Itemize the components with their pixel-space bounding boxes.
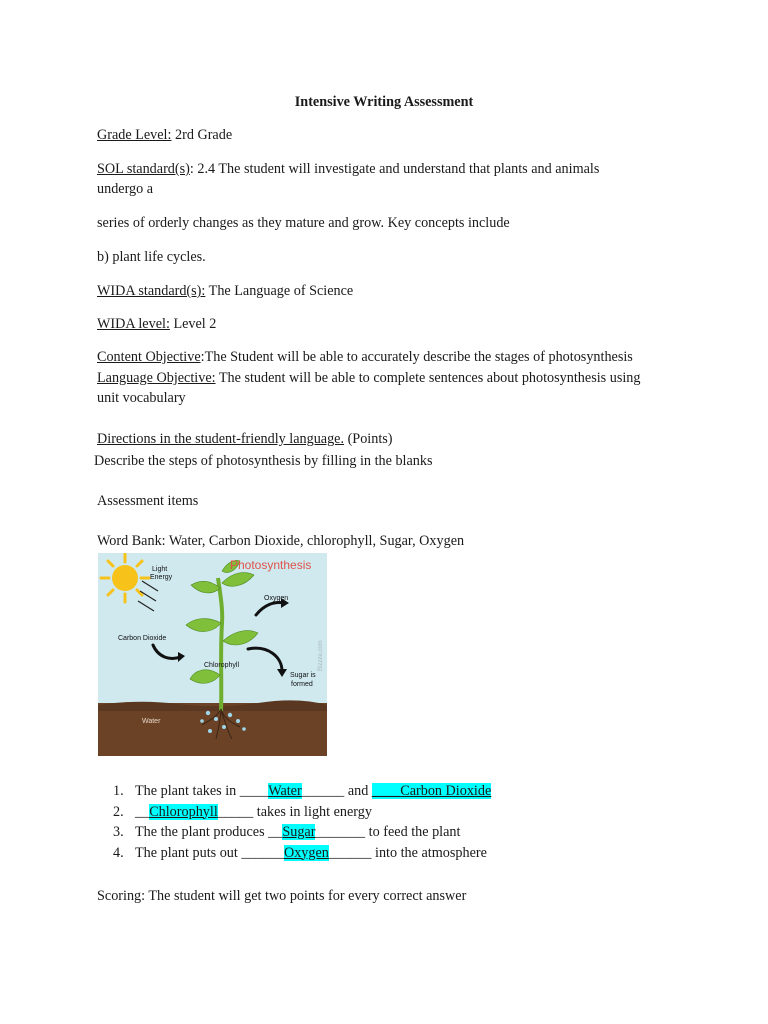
sol-standard-line4: b) plant life cycles. xyxy=(97,249,206,265)
item-text: The plant takes in ____ xyxy=(135,783,269,799)
answer-blank: ____ xyxy=(371,783,401,799)
assessment-heading: Assessment items xyxy=(97,493,199,509)
light-energy-label-2: Energy xyxy=(150,574,173,581)
assessment-item-1 xyxy=(97,782,491,803)
directions-points: (Points) xyxy=(344,431,393,447)
sol-standard-line3: series of orderly changes as they mature and grow. Key concepts include xyxy=(97,215,510,231)
language-objective-cont: unit vocabulary xyxy=(97,390,186,406)
item-text: ______ into the atmosphere xyxy=(328,844,487,861)
item-text: ______ and xyxy=(301,783,372,799)
sugar-label-2: formed xyxy=(291,681,313,688)
assessment-items xyxy=(97,782,491,864)
sol-standard-cont: undergo a xyxy=(97,181,154,197)
wida-standard-label: WIDA standard(s): xyxy=(97,283,206,299)
sun-icon xyxy=(101,554,149,602)
item-text: _____ takes in light energy xyxy=(217,803,372,820)
sol-standard-label: SOL standard(s) xyxy=(97,161,190,177)
wida-level xyxy=(97,315,216,333)
page-title: Intensive Writing Assessment xyxy=(294,94,474,110)
item-text: _______ to feed the plant xyxy=(315,824,461,840)
photosynthesis-diagram xyxy=(98,553,327,756)
item-text: The plant puts out ______ xyxy=(135,844,284,861)
watermark: Bizzze.com xyxy=(318,640,324,671)
light-energy-label-1: Light xyxy=(152,566,168,573)
item-number: 4. xyxy=(113,844,124,861)
content-objective xyxy=(97,348,633,366)
word-bank: Word Bank: Water, Carbon Dioxide, chlorophyll, Sugar, Oxygen xyxy=(97,533,465,549)
sol-standard-value: : 2.4 The student will investigate and understand that plants and animals xyxy=(189,161,600,177)
carbon-dioxide-label: Carbon Dioxide xyxy=(118,635,167,642)
oxygen-label: Oxygen xyxy=(264,595,289,602)
answer-carbon-dioxide-group xyxy=(372,783,491,799)
directions-text: Describe the steps of photosynthesis by filling in the blanks xyxy=(94,453,433,469)
answer-carbon-dioxide: Carbon Dioxide xyxy=(400,783,492,799)
wida-standard xyxy=(97,282,353,300)
answer-chlorophyll: Chlorophyll xyxy=(149,803,218,820)
answer-sugar: Sugar xyxy=(282,824,316,840)
item-number: 2. xyxy=(113,803,124,820)
language-objective-value: The student will be able to complete sentences about photosynthesis using xyxy=(215,370,641,386)
sugar-label-1: Sugar is xyxy=(290,672,316,679)
language-objective-label: Language Objective: xyxy=(97,370,216,386)
scoring: Scoring: The student will get two points for every correct answer xyxy=(97,888,467,904)
grade-level-value: 2rd Grade xyxy=(171,127,233,143)
content-objective-value: :The Student will be able to accurately describe the stages of photosynthesis xyxy=(200,349,633,365)
figure-title: Photosynthesis xyxy=(230,558,312,572)
chlorophyll-label: Chlorophyll xyxy=(204,662,240,669)
grade-level-label: Grade Level: xyxy=(97,127,172,143)
item-text: __ xyxy=(135,803,150,820)
assessment-item-2 xyxy=(97,803,491,824)
item-number: 3. xyxy=(113,824,124,840)
wida-level-value: Level 2 xyxy=(169,316,217,332)
wida-standard-value: The Language of Science xyxy=(205,283,354,299)
water-label: Water xyxy=(142,718,161,725)
item-text: The the plant produces __ xyxy=(135,824,283,840)
assessment-item-3 xyxy=(97,823,491,844)
directions-label: Directions in the student-friendly language. xyxy=(97,431,345,447)
sol-standard xyxy=(97,160,599,178)
answer-oxygen: Oxygen xyxy=(283,844,329,861)
answer-water: Water xyxy=(268,783,302,799)
assessment-item-4 xyxy=(97,844,491,865)
item-number: 1. xyxy=(113,783,124,799)
language-objective xyxy=(97,369,640,387)
grade-level xyxy=(97,126,232,144)
content-objective-label: Content Objective xyxy=(97,349,201,365)
directions xyxy=(97,430,393,448)
wida-level-label: WIDA level: xyxy=(97,316,170,332)
